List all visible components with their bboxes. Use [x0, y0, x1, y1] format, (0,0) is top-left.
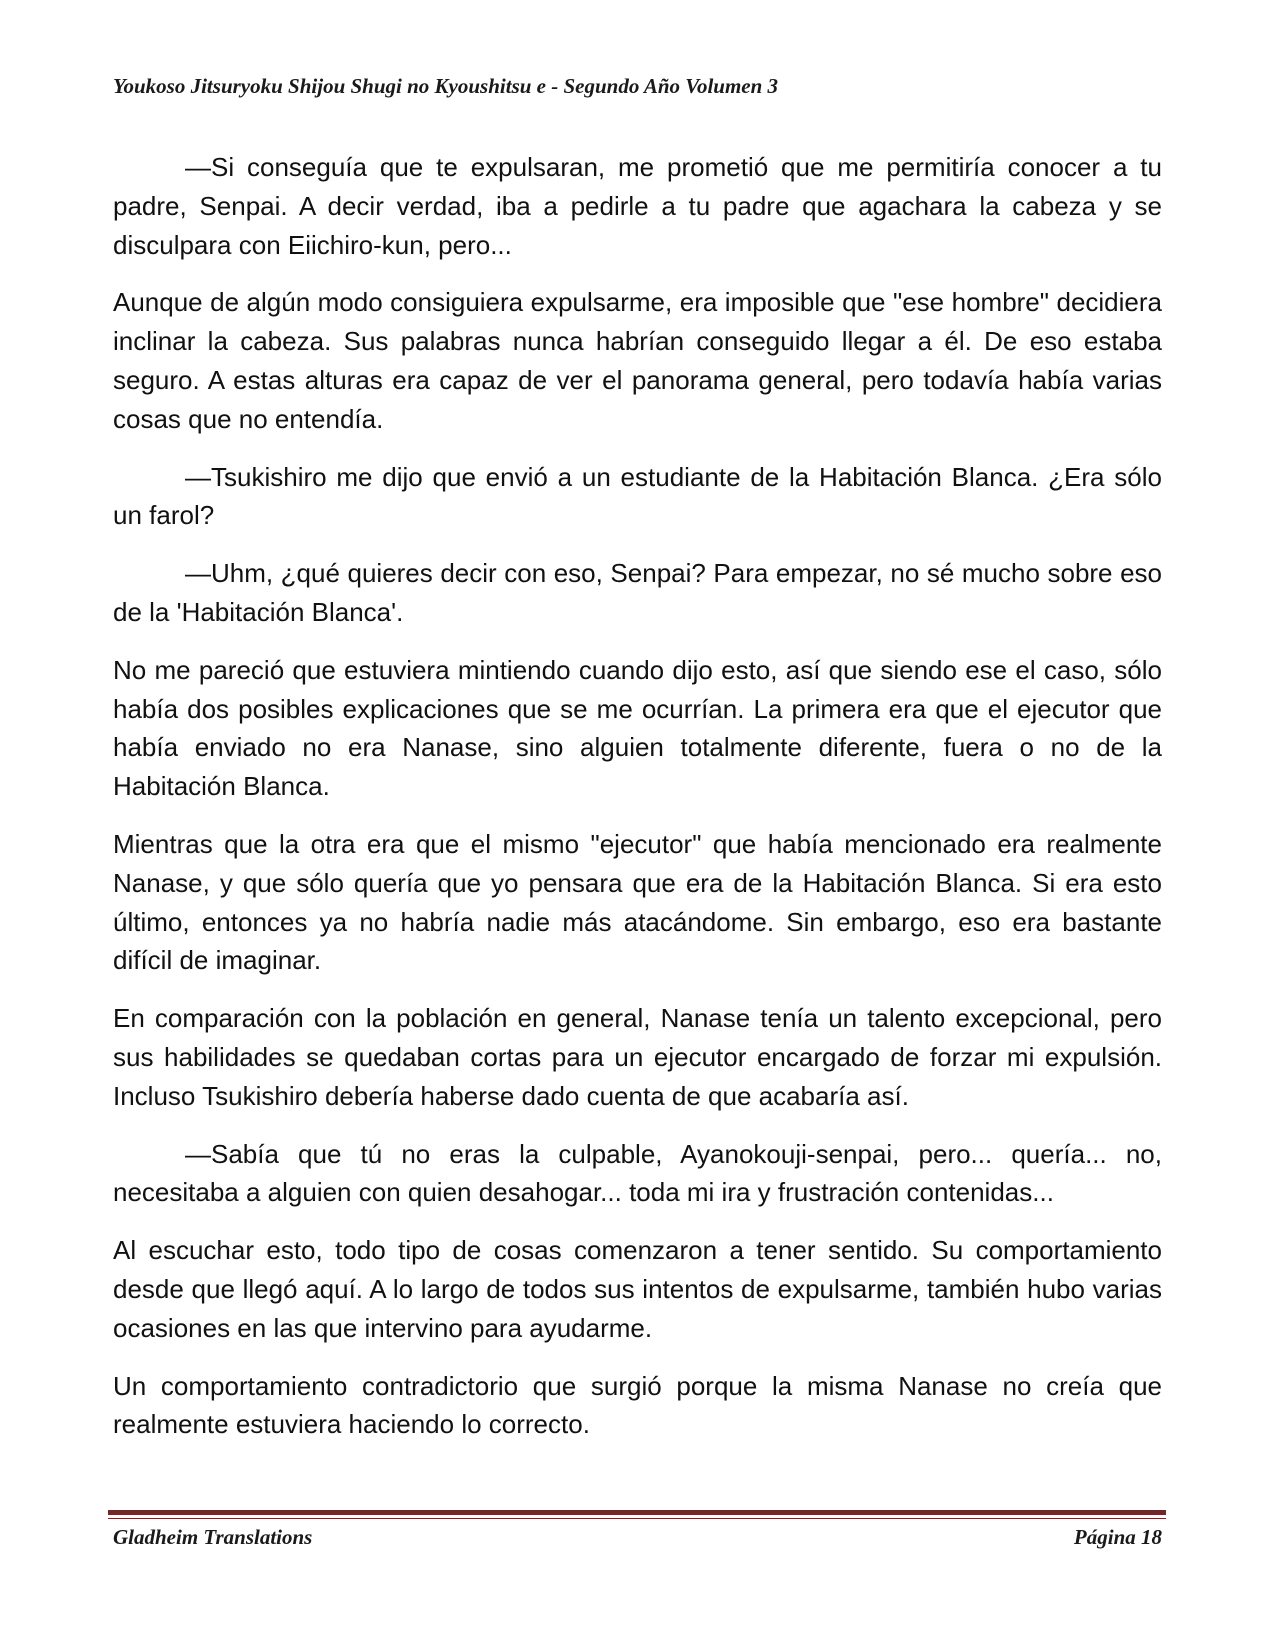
page-body [113, 148, 1162, 1463]
paragraph-6: Mientras que la otra era que el mismo "ejecutor" que había mencionado era realmente Nanase, y que sólo quería que yo pensara que era de la Habitación Blanca. Si era esto último, entonces ya no habría nadie más atacándome. Sin embargo, eso era bastante difícil de imaginar. [113, 828, 1162, 976]
footer-divider-thin [108, 1518, 1166, 1519]
paragraph-4: —Uhm, ¿qué quieres decir con eso, Senpai? Para empezar, no sé mucho sobre eso de la 'Habitación Blanca'. [113, 558, 1162, 627]
paragraph-8: —Sabía que tú no eras la culpable, Ayanokouji-senpai, pero... quería... no, necesitaba a alguien con quien desahogar... toda mi ira y frustración contenidas... [113, 1138, 1162, 1208]
paragraph-7: En comparación con la población en general, Nanase tenía un talento excepcional, pero sus habilidades se quedaban cortas para un ejecutor encargado de forzar mi expulsión. Incluso Tsukishiro debería haberse dado cuenta de que acabaría así. [113, 1003, 1162, 1111]
paragraph-9: Al escuchar esto, todo tipo de cosas comenzaron a tener sentido. Su comportamiento desde que llegó aquí. A lo largo de todos sus intentos de expulsarme, también hubo varias ocasiones en las que intervino para ayudarme. [113, 1235, 1162, 1343]
paragraph-1: —Si conseguía que te expulsaran, me prometió que me permitiría conocer a tu padre, Senpai. A decir verdad, iba a pedirle a tu padre que agachara la cabeza y se disculpara con Eiichiro-kun, pero... [113, 152, 1162, 260]
footer-page-number: Página 18 [1073, 1525, 1162, 1549]
running-header: Youkoso Jitsuryoku Shijou Shugi no Kyoushitsu e - Segundo Año Volumen 3 [113, 74, 779, 98]
paragraph-10: Un comportamiento contradictorio que surgió porque la misma Nanase no creía que realmente estuviera haciendo lo correcto. [113, 1370, 1162, 1440]
paragraph-5: No me pareció que estuviera mintiendo cuando dijo esto, así que siendo ese el caso, sólo había dos posibles explicaciones que se me ocurrían. La primera era que el ejecutor que había enviado no era Nanase, sino alguien totalmente diferente, fuera o no de la Habitación Blanca. [113, 654, 1162, 802]
footer-divider [108, 1510, 1166, 1515]
paragraph-3: —Tsukishiro me dijo que envió a un estudiante de la Habitación Blanca. ¿Era sólo un farol? [113, 461, 1162, 531]
footer-translator: Gladheim Translations [113, 1525, 313, 1549]
paragraph-2: Aunque de algún modo consiguiera expulsarme, era imposible que "ese hombre" decidiera inclinar la cabeza. Sus palabras nunca habrían conseguido llegar a él. De eso estaba seguro. A estas alturas era capaz de ver el panorama general, pero todavía había varias cosas que no entendía. [113, 287, 1162, 434]
